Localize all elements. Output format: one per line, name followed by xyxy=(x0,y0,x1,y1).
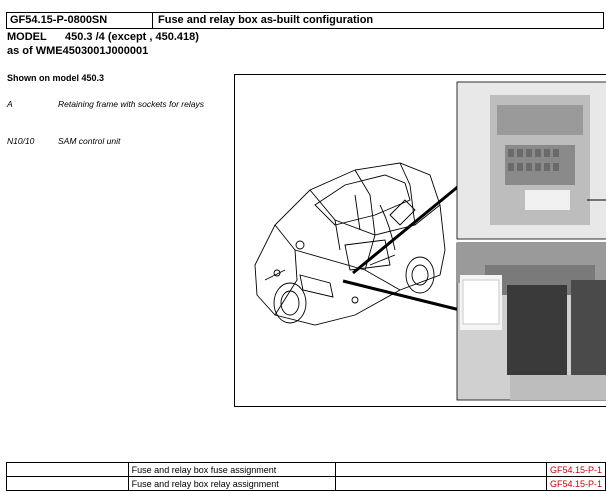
model-value: 450.3 /4 (except , 450.418) xyxy=(65,31,199,43)
shown-on-heading: Shown on model 450.3 xyxy=(7,73,105,83)
model-as-of: as of WME4503001J000001 xyxy=(7,45,149,57)
legend-text: SAM control unit xyxy=(58,136,121,146)
document-code: GF54.15-P-0800SN xyxy=(7,13,153,28)
related-document-title: Fuse and relay box relay assignment xyxy=(128,477,335,491)
related-documents-table xyxy=(6,462,606,491)
model-label: MODEL xyxy=(7,31,47,43)
table-row xyxy=(7,463,606,477)
document-title: Fuse and relay box as-built configuration xyxy=(158,14,374,26)
document-header xyxy=(6,12,604,29)
related-document-title: Fuse and relay box fuse assignment xyxy=(128,463,335,477)
legend-item-a xyxy=(7,99,237,123)
legend-item-n10-10 xyxy=(7,136,237,148)
legend-text: Retaining frame with sockets for relays xyxy=(58,99,204,109)
related-document-link[interactable]: GF54.15-P-1 xyxy=(546,477,605,491)
relay-frame-photo-icon xyxy=(457,243,606,400)
legend-key: A xyxy=(7,99,13,109)
model-info xyxy=(7,30,199,58)
sam-control-unit-photo-icon xyxy=(457,82,606,239)
related-document-link[interactable]: GF54.15-P-1 xyxy=(546,463,605,477)
figure-illustration xyxy=(235,75,606,406)
figure-frame xyxy=(234,74,606,407)
legend-key: N10/10 xyxy=(7,136,35,146)
